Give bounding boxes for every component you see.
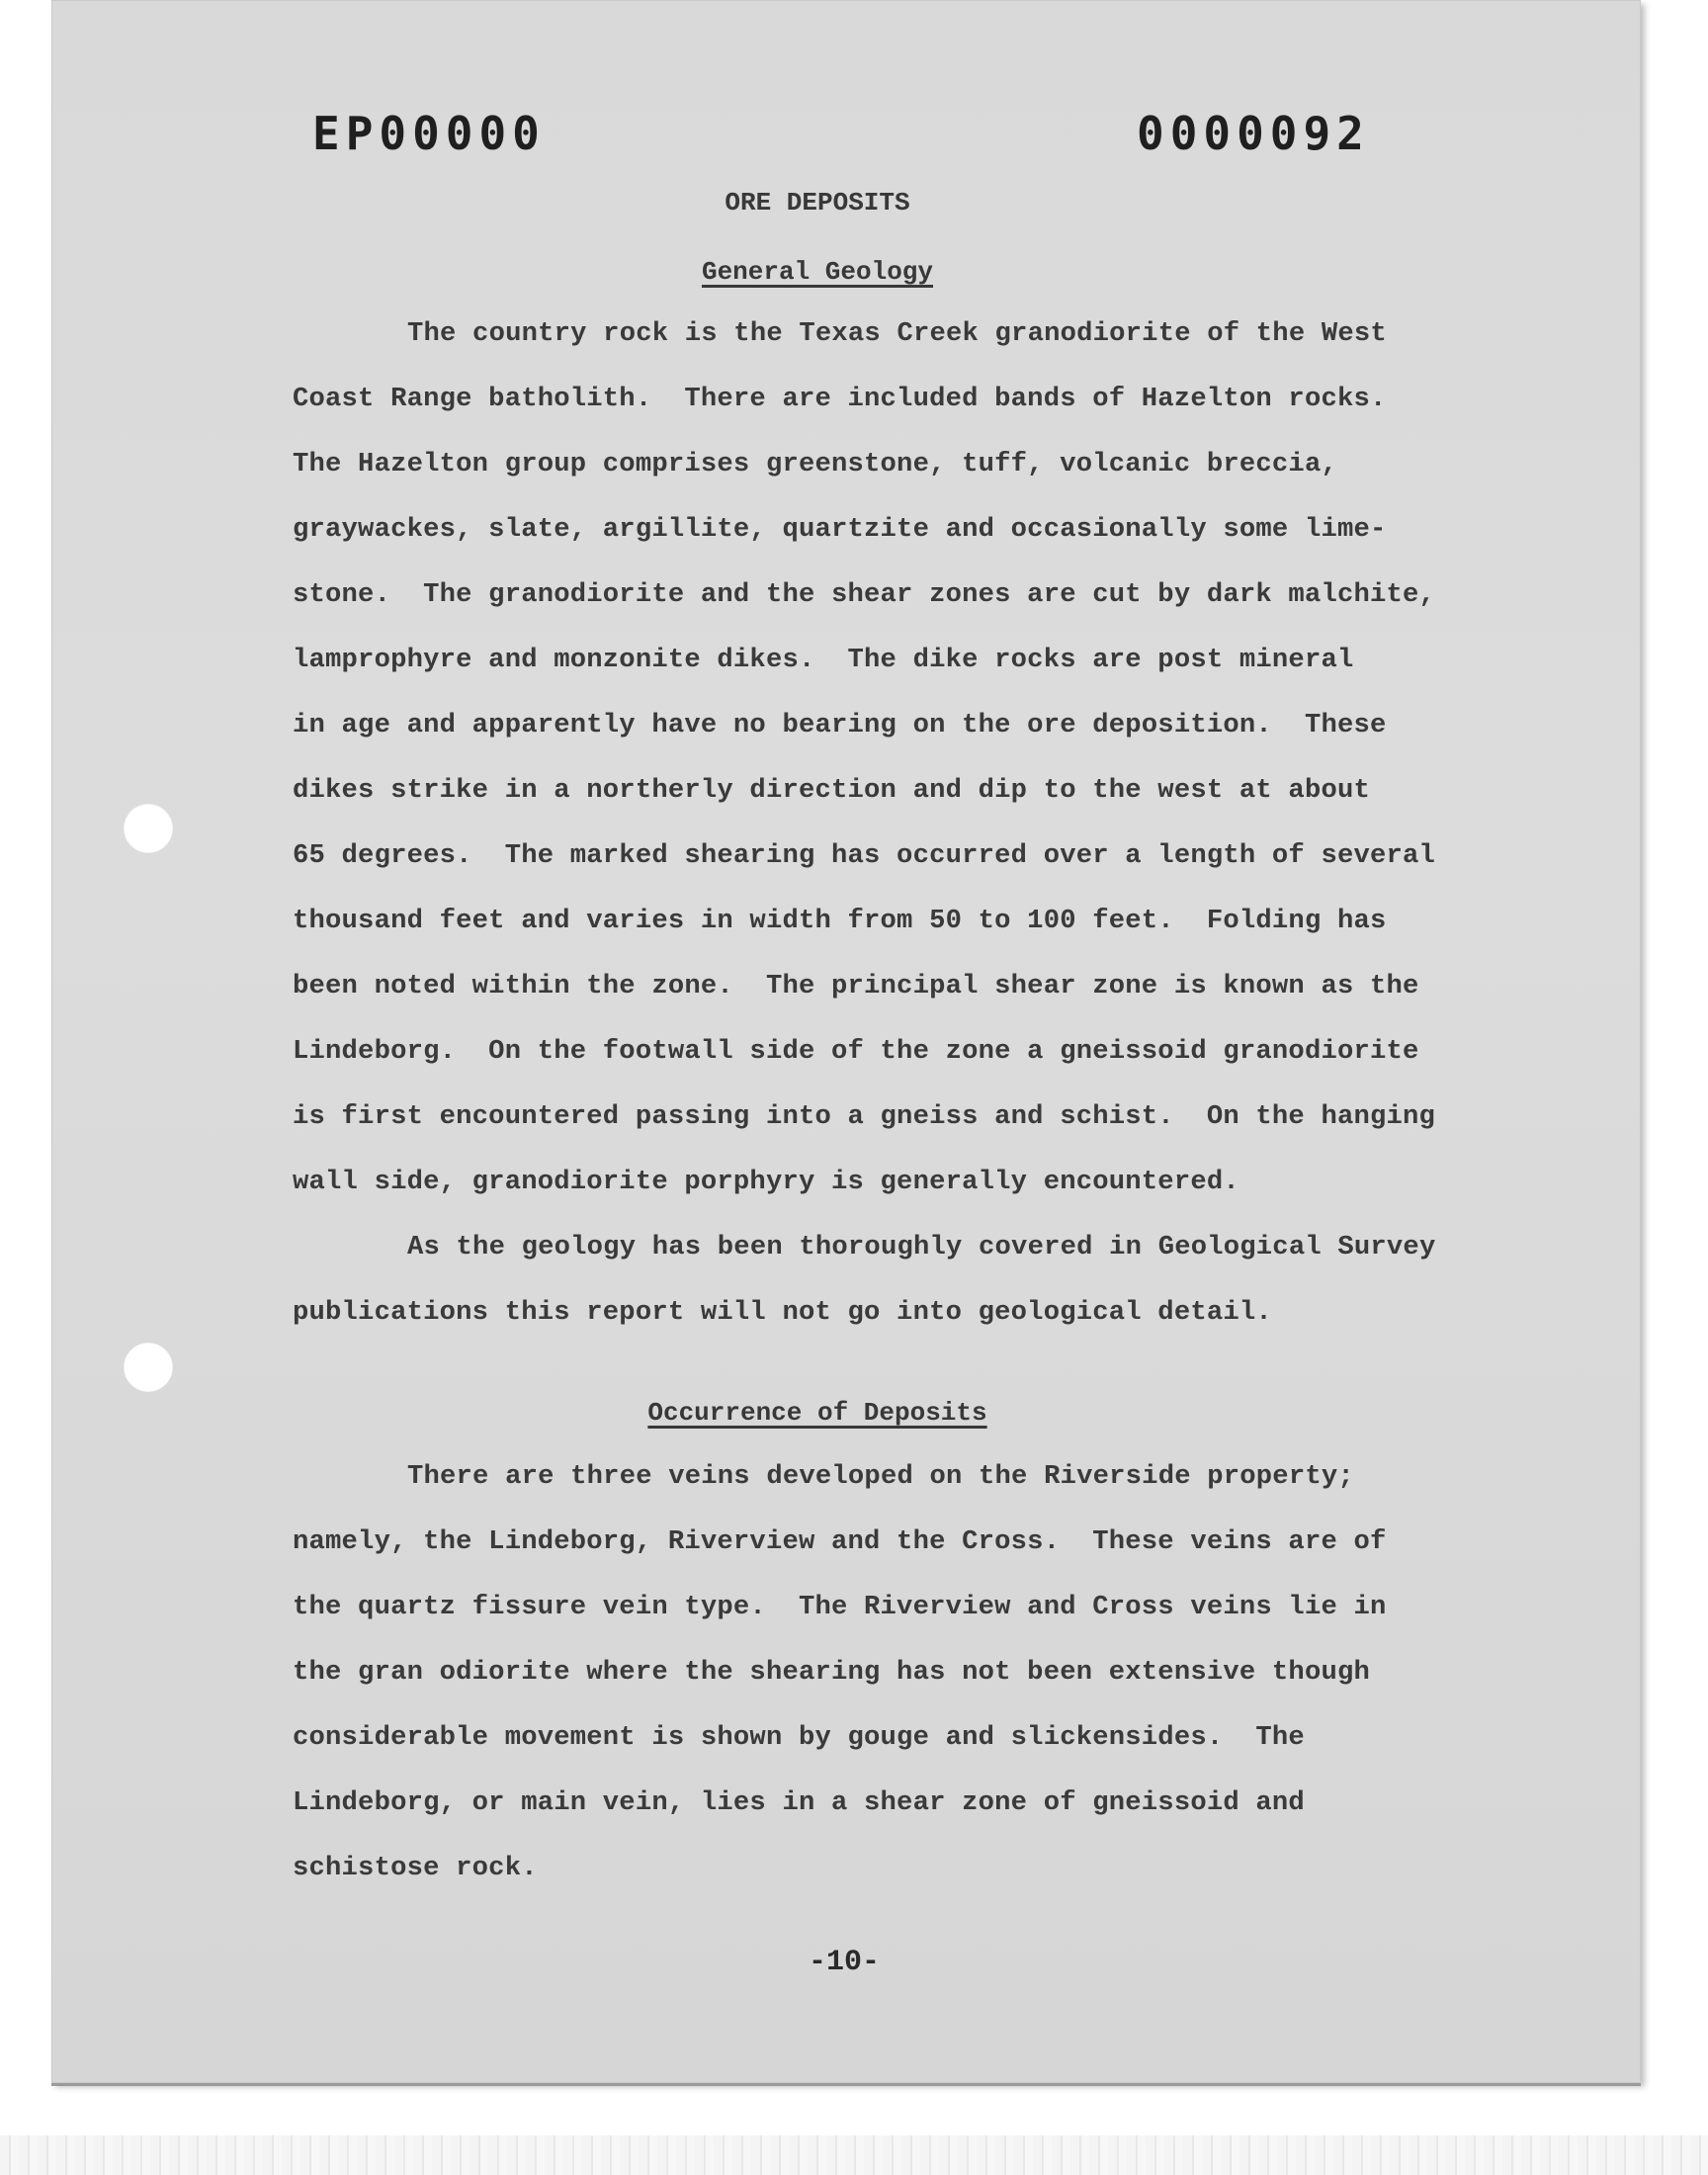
punch-hole (124, 1343, 173, 1392)
paragraph-line: considerable movement is shown by gouge and slickensides. The (293, 1722, 1305, 1753)
paragraph-line: schistose rock. (293, 1853, 538, 1883)
document-stamp-right: 0000092 (1137, 107, 1370, 160)
paragraph-line: in age and apparently have no bearing on the ore deposition. These (293, 710, 1387, 740)
paragraph-line: graywackes, slate, argillite, quartzite and occasionally some lime- (293, 514, 1387, 545)
scan-bottom-strip (0, 2135, 1708, 2175)
paragraph-line: lamprophyre and monzonite dikes. The dike rocks are post mineral (293, 645, 1354, 675)
paragraph-line: the quartz fissure vein type. The Riverview and Cross veins lie in (293, 1592, 1387, 1622)
section-heading-general-geology (0, 257, 1635, 287)
paragraph-line: Lindeborg. On the footwall side of the zone a gneissoid granodiorite (293, 1036, 1419, 1067)
paragraph-line: There are three veins developed on the Riverside property; (407, 1461, 1354, 1492)
paragraph-line: namely, the Lindeborg, Riverview and the Cross. These veins are of (293, 1526, 1387, 1557)
paragraph-line: Coast Range batholith. There are included bands of Hazelton rocks. (293, 384, 1387, 414)
paragraph-line: thousand feet and varies in width from 50 to 100 feet. Folding has (293, 906, 1387, 936)
page-title: ORE DEPOSITS (725, 188, 910, 218)
paragraph-line: The Hazelton group comprises greenstone, tuff, volcanic breccia, (293, 449, 1337, 479)
paragraph-line: As the geology has been thoroughly covered in Geological Survey (407, 1232, 1436, 1262)
section-heading-text: Occurrence of Deposits (647, 1398, 987, 1428)
paper-bottom-edge (51, 2083, 1641, 2086)
paragraph-line: publications this report will not go into geological detail. (293, 1297, 1272, 1328)
page-number: -10- (808, 1946, 880, 1979)
paragraph-line: stone. The granodiorite and the shear zones are cut by dark malchite, (293, 579, 1436, 610)
document-stamp-left: EP00000 (312, 107, 546, 160)
section-heading-text: General Geology (701, 257, 934, 287)
punch-hole (124, 804, 173, 853)
paragraph-line: wall side, granodiorite porphyry is generally encountered. (293, 1167, 1239, 1197)
paragraph-line: been noted within the zone. The principal shear zone is known as the (293, 971, 1419, 1001)
section-heading-occurrence-of-deposits (0, 1398, 1635, 1428)
paragraph-line: Lindeborg, or main vein, lies in a shear zone of gneissoid and (293, 1787, 1305, 1818)
paragraph-line: the gran odiorite where the shearing has not been extensive though (293, 1657, 1370, 1688)
paragraph-line: dikes strike in a northerly direction and dip to the west at about (293, 775, 1370, 806)
paragraph-line: is first encountered passing into a gneiss and schist. On the hanging (293, 1101, 1436, 1132)
paragraph-line: The country rock is the Texas Creek granodiorite of the West (407, 318, 1387, 349)
paragraph-line: 65 degrees. The marked shearing has occurred over a length of several (293, 840, 1436, 871)
